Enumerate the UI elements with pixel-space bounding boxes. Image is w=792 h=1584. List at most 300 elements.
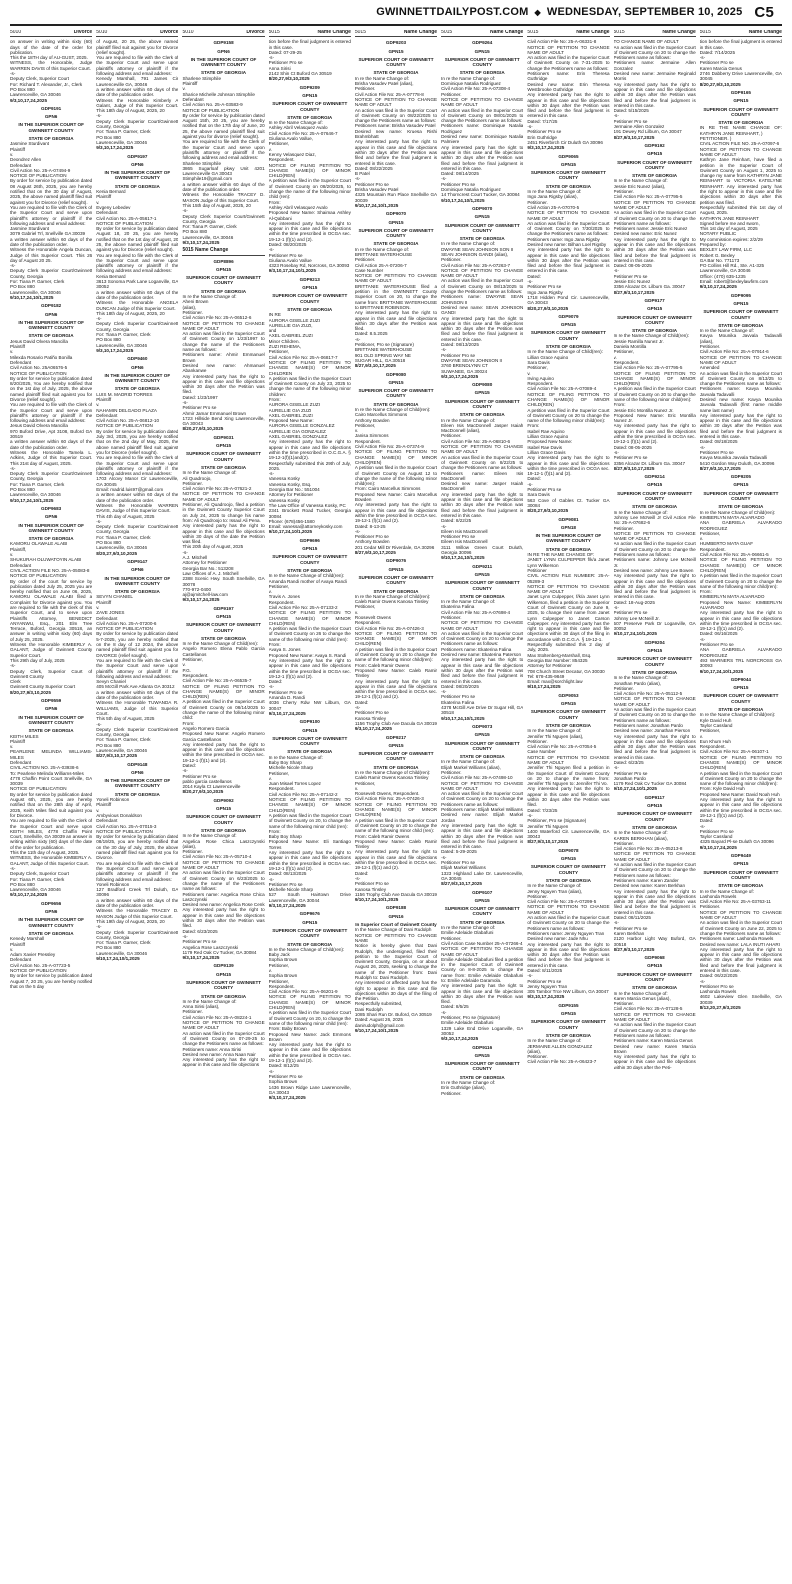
column-header <box>269 30 351 37</box>
notice-line: NOTICE OF PUBLICATION <box>96 220 153 226</box>
notice-line: An action was filed in the Superior Court of Gwinnett County on 20 to change the Petitioners name as follows: <box>613 1022 696 1038</box>
notice-line: NOTICE OF FILING PETITION TO CHANGE NAME(S) OF MINOR CHILD(REN) <box>182 683 265 700</box>
notice-line: Johnny Lee McNeill Jr. <box>613 615 660 621</box>
notice-line: In re the Name Change of Child(ren): <box>268 573 345 579</box>
notice-line: Proposed New Name: Caleb Ramir Tinsley <box>354 667 438 679</box>
notice-header-line: GPN15 <box>474 1052 490 1058</box>
notice-line: 970 Buford Drive, Apt 3108, Buford GA 30519 <box>10 428 93 440</box>
notice-header-line: GDP9031 <box>213 434 234 440</box>
notice-line: Tel: 678-435-9849 <box>527 673 565 679</box>
notice-line: Dated: 08/14/2025 <box>441 171 479 177</box>
notice-line: 3356 Alcazar Dr. Lilburn Ga. 30047 <box>613 284 686 290</box>
notice-line: Dated: 8/11/2025 <box>527 967 563 973</box>
notice-line: -s- <box>699 823 706 829</box>
notice-line: Civil Action File No: 25-A-06201-9 <box>268 989 338 995</box>
notice-line: Sharlene Stimphile <box>182 160 221 166</box>
notice-line: Proposed New Name: Eli Santiago Torres <box>268 839 351 850</box>
notice-line: Attorney for Petitioner <box>182 560 227 566</box>
notice-line: A petition was filed in the Superior Court of Gwinnett County on 26 to change the name of the following minor child (ren): <box>268 626 351 642</box>
column-header <box>355 30 437 37</box>
notice-header-line: SUPERIOR COURT OF GWINNETT COUNTY <box>530 330 606 341</box>
notice-line: ZUZI REHEMA, <box>268 344 302 350</box>
notice-header-line: GPN6 <box>131 769 144 775</box>
notice-line: A petition was filed in the Superior Court of Gwinnett County on 20 to change the name of the following minor child(ren): <box>699 770 782 787</box>
publication-dates: 9/10,17,24,10/1,2025 <box>613 786 657 792</box>
notice-line: Baby Boy Sharp <box>268 834 302 840</box>
notice-line: NOTICE OF FILING PETITION TO CHANGE NAME(S) OF MINOR CHILD(REN) <box>699 557 782 573</box>
notice-line: 2120 Harbor Light Way Buford, GA 30518 <box>613 936 696 947</box>
notice-line: Jermaine Allen Gonzalez <box>613 124 665 130</box>
column <box>441 30 523 1578</box>
notice-header-line: SUPERIOR COURT OF GWINNETT COUNTY <box>444 1061 520 1072</box>
notice-line: Civil Action File No: 25-A-07054-5 <box>527 744 597 750</box>
notice-line: Desired new name: Bilhan Loel Rigsby <box>527 241 607 247</box>
notice-line: Adam Xavier Pressley <box>10 952 56 958</box>
notice-line: Dated: 7/23/25 <box>527 807 558 813</box>
notice-line: Petitioners name: Jonathan Pardo <box>613 722 683 728</box>
notice-line: -s- <box>182 549 188 555</box>
notice-header-line: GDP9192 <box>644 142 665 148</box>
notice-line: Johnny Lee McNeill Jr Civil Action File No: 25-A-07682-6 <box>613 514 696 526</box>
notice-header-line: GDP9165 <box>730 89 751 95</box>
notice-line: Witness the Honorable Kimberly A Galant, Judge of this Superior Court. This 18th day of August, 2025, 20 <box>96 97 179 114</box>
notice-line: Proposed New Name: Avaya S. Randi <box>268 652 347 658</box>
notice-line: Petitioner Pro se <box>699 828 734 834</box>
notice-line: In re the Name Change of: <box>613 990 668 996</box>
notice-line: PO Box 880 <box>10 86 35 92</box>
notice-line: An action was filed in the Superior Court of Gwinnett County on 7-31-2025 to change the Petitioners name as follows: <box>527 55 610 71</box>
notice-line: 1156 Trophy Club Ave Dacula GA 30019 <box>354 891 437 897</box>
notice-header-line: GDP9081 <box>558 516 579 522</box>
column-code: 5015 <box>699 30 711 35</box>
notice-line: Defendant <box>96 818 118 824</box>
notice-header-line: GPN15 <box>388 48 404 54</box>
notice-line: -s- <box>268 684 275 690</box>
notice-line: From: Caleb Ramir Owens <box>354 662 410 668</box>
notice-line: In re the Name Change of Child(ren): <box>354 407 431 412</box>
notice-line: Petitioner. <box>182 849 203 855</box>
notice-line: Respondent. <box>527 381 554 387</box>
notice-line: Defendant <box>10 162 32 168</box>
notice-header-line: GPN15 <box>216 806 232 812</box>
notice-line: Isabel Rae Davis <box>527 444 563 450</box>
notice-line: Vanessa Kosky <box>268 476 300 482</box>
notice-line: Any interested party has the right to appear in this case and file objections within the time prescribed in OCGA sec. 19-12-1 (f)(1) and (2). <box>699 797 782 818</box>
notice-line: This 18th day of August, 2025, 20 <box>96 310 165 316</box>
notice-line: NAHAMIN DELGADO PLAZA <box>96 407 157 413</box>
notice-line: Ashley Abril Velasquez Avalo <box>268 125 328 131</box>
publication-dates: 9/10,17,24,2025 <box>527 684 561 690</box>
notice-line: Petitioner Pro se <box>613 610 648 616</box>
notice-line: In re the Name Change of: <box>441 241 496 247</box>
notice-line: 3356 Alcazar Dr. Lilburn Ga. 30047 <box>613 460 686 466</box>
notice-line: Petitioner Pro se <box>613 455 648 461</box>
notice-line: Witness the Honorable WARREN DAVIS, Judge of this Superior Court. <box>96 502 179 514</box>
column-title: Name Change <box>576 30 610 35</box>
legal-notice <box>441 564 523 721</box>
notice-line: Dated: <box>354 870 369 876</box>
notice-line: Petitioner. <box>527 738 548 744</box>
notice-line: -s- <box>10 865 16 871</box>
notice-line: 405 McGill Park Ave Atlanta GA 30312 <box>96 684 175 690</box>
notice-header-line: GDP9117 <box>644 794 665 800</box>
notice-line: You are required to file with the Clerk of the Superior Court and serve upon plaintiffs attorney or plaintiff if the following address and email address: <box>96 55 179 77</box>
publication-dates: 9/3,10,17,24,2025 <box>182 239 220 245</box>
notice-header-line: STATE OF GEORGIA <box>114 386 160 392</box>
notice-header-line: GPN15 <box>560 701 576 707</box>
notice-line: Lawrenceville, GA 30046 <box>96 545 148 551</box>
notice-line: AURELLIE GIA GONZALEZ <box>268 428 326 434</box>
notice-line: Any interested party has the right to appear in this case and file objections within 30 days after the Petition was filed. <box>182 373 265 395</box>
notice-line: Jessie Eric Nunez <box>613 279 651 285</box>
notice-line: KATHRYN JANE REINHART <box>699 215 759 221</box>
column-code: 5015 <box>527 30 539 35</box>
publication-dates: 9/10,17,24,10/1,2025 <box>441 197 485 203</box>
notice-header-line: STATE OF GEORGIA <box>373 401 419 407</box>
notice-line: Any interested party has the right to appear in this case and file objections within 30 days after the Petition was filed and before the final judgment is entered in this case. <box>441 144 524 171</box>
notice-line: By order for service by publication dated August 6th, 2025, you are hereby notified that on the 28th day of April, 2025, Keith Miles filed suit against you for Divorce. <box>10 791 93 818</box>
notice-line: Petitioner Pro se <box>527 129 562 135</box>
notice-header-line: GPN15 <box>474 214 490 220</box>
notice-line: You are required to file with the Clerk of the Superior Court and serve upon plaintiffs attorney or plaintiff if the following address and email address: <box>96 455 179 477</box>
notice-line: Proposed New Name: <box>527 439 573 445</box>
notice-line: Erin Guthridge <box>527 134 557 140</box>
notice-line: NOTICE OF PETITION TO CHANGE NAME OF ADULT <box>441 946 524 957</box>
column <box>269 30 351 1578</box>
notice-line: NOTICE OF PUBLICATION <box>182 107 240 113</box>
notice-line: In re the Name Change of: <box>441 417 496 423</box>
notice-line: Petitioner Pro se <box>354 181 389 187</box>
notice-header-line: GDP9076 <box>385 558 407 564</box>
notice-line: In re the Name Change of Child(ren): <box>182 641 259 647</box>
notice-header-line: GDP9080 <box>385 371 407 377</box>
notice-header-line: SUPERIOR COURT OF GWINNETT COUNTY <box>272 101 348 112</box>
notice-line: -s- <box>182 768 188 774</box>
notice-line: Desired new name: Jonathan Pierson <box>613 728 691 734</box>
notice-header-line: GPN15 <box>733 98 749 104</box>
notice-line: Notice is hereby given that Dani Rudolph, the undersigned, filed their petition to the Superior Court of Gwinnett County, Georgia, on or about August 26, 2025, seeking to change the name of the Petitioner from: Dani Rudolph to: Dani Rudolph. <box>354 943 438 980</box>
notice-header-line: GPN6 <box>44 514 58 520</box>
notice-line: Plaintiff <box>96 802 112 808</box>
notice-header-line: STATE OF GEORGIA <box>114 791 160 797</box>
notice-line: Civil Action File No: 25-A-08224-1 <box>182 1014 252 1020</box>
notice-line: Petitioners name: Ahmir Emmanuel Brown <box>182 352 265 363</box>
notice-line: Brisha Vasudev Patel <box>354 187 399 193</box>
notice-line: SUWANEE, GA 30024 <box>441 368 488 374</box>
notice-line: Civil Action No. 25-A-03583-9 <box>182 102 243 108</box>
notice-header-line: GPN6 <box>217 48 230 54</box>
site-name[interactable]: GWINNETTDAILYPOST.COM <box>376 6 529 18</box>
notice-line: on answer in writing within sixty (60) days of the date of the order for publication. <box>10 39 93 55</box>
notice-line: Taylor Cassland <box>699 722 733 728</box>
column <box>527 30 609 1578</box>
notice-line: Lawrenceville, GA 30046 <box>96 139 148 145</box>
notice-line: Civil Action File No: 25-A-07778-8 <box>354 91 424 97</box>
notice-line: danirudolph@gmail.com <box>354 1022 405 1028</box>
notice-line: Petitioner, Pro se (Signature) <box>354 342 414 348</box>
notice-line: Petitioner. <box>441 614 462 620</box>
notice-line: v. <box>354 428 359 434</box>
publication-dates: 8/13,20,27,9/3,2025 <box>699 1005 741 1011</box>
notice-header-line: GDP9116 <box>472 1044 493 1050</box>
notice-header-line: GDP9080 <box>472 382 493 388</box>
notice-header-line: STATE OF GEORGIA <box>28 930 74 936</box>
notice-line: Deputy Clerk Superior Court/Gwinnett County, Georgia <box>96 726 179 738</box>
notice-line: IN RE THE NAME CHANGE OF: <box>527 552 595 558</box>
notice-line: From: <box>699 589 712 595</box>
notice-line: BRITTANIE WATERHOUSE <box>354 347 413 353</box>
notice-line: Eun Khum Huh <box>699 738 731 744</box>
notice-line: Witness the Honorable TRACEY D. MASON Judge of this Superior Court. <box>182 192 265 203</box>
notice-line: Dated: 08-05-2025 <box>613 263 652 269</box>
column-header <box>527 30 609 37</box>
notice-line: Anthony Bowden <box>354 539 390 545</box>
notice-line: PO Box 880 <box>96 337 121 343</box>
notice-line: In re the Name Change of: <box>268 754 323 760</box>
notice-header-line: STATE OF GEORGIA <box>545 877 591 883</box>
notice-line: NOTICE OF PETITION TO CHANGE NAME OF ADULT <box>613 696 696 707</box>
notice-line: v. <box>10 552 14 558</box>
notice-header-line: GPN15 <box>560 322 576 328</box>
notice-header-line: GPN15 <box>647 306 663 312</box>
column-code: 5015 <box>441 30 453 35</box>
notice-line: Petitioner Pro se <box>354 881 389 887</box>
notice-line: -s- <box>699 978 706 984</box>
notice-line: v. <box>96 402 100 408</box>
notice-line: NOTICE OF PETITION TO CHANGE NAME OF ADULT <box>527 583 610 595</box>
notice-header-line: GPN15 <box>302 546 318 552</box>
notice-header-line: SUPERIOR COURT OF GWINNETT COUNTY <box>617 656 693 667</box>
notice-line: Any interested party has the right to appear in this case and file objections within 30 days after the Peti- <box>613 1054 696 1070</box>
notice-line: Dated: 5-29-2025 <box>441 849 477 855</box>
publication-dates: 9/10,17,24,10/1,2025 <box>441 715 485 721</box>
notice-line: Angelo Romero Elena Pablo Garcia Castellanos <box>182 646 265 657</box>
notice-line: Civil Action File No: 25-A-07128-5 <box>613 1006 683 1012</box>
notice-line: A petition was filed in the Superior Court of Gwinnett County on July 23, 2025 to change the name of the following minor children: <box>268 375 351 397</box>
notice-line: By order of the court for service by publication dated July 25, 2025 you are hereby notified that on June 06, 2025, KAMORU OLAWALE ALABI filed a Complaint for Divorce against you. You are required to file with the clerk of this Superior Court, and to serve upon Plaintiffs Attorney, BENEDICT ANYANWU, Esq., 201 Elm Tree Terrace, Buford, Georgia 30518, an answer in writing within sixty (60) days of July 25, 2025. <box>10 578 93 642</box>
notice-line: Michelle Nicole Sharp <box>268 765 314 771</box>
notice-header-line: GDP9078 <box>558 847 579 853</box>
notice-line: Civil Action No. 25A06576-5 <box>10 365 68 371</box>
notice-line: -s- <box>354 705 361 711</box>
notice-line: Aheni Brown <box>182 299 209 305</box>
column-title: Divorce <box>246 30 265 35</box>
legal-notice <box>441 724 523 887</box>
notice-header-line: GPN15 <box>474 390 490 396</box>
notice-line: Anthony Bowden <box>354 417 390 423</box>
legal-notice <box>614 143 696 295</box>
notice-line: The Law Office of Vanessa Kosky, PC <box>268 502 346 508</box>
notice-header-line: STATE OF GEORGIA <box>632 504 678 510</box>
notice-line: NOTICE OF PETITION TO CHANGE NAME OF ADULT <box>441 444 524 455</box>
notice-line: By order for service by publication dated 8/20/2025, You are hereby notified that on the 1st day of July, 2025, the above named plaintiff filed suit against you for Divorce (relief sought). <box>10 375 93 402</box>
notice-line: 507 Preserve Park Dr Loganville, GA 30052 <box>613 620 696 632</box>
notice-line: Dated: 08/18/2025 <box>699 439 738 445</box>
notice-header-line: STATE OF GEORGIA <box>545 1032 591 1038</box>
notice-line: Civil Action File No: 25-A-06512-6 <box>182 315 252 321</box>
publication-dates: 9/10,17,24,10/1,2025 <box>354 897 399 903</box>
notice-line: Civil Action File No: 25-A-07263-7 <box>441 262 511 268</box>
notice-line: Desired new name: Elijah Markel Jordan <box>441 812 524 823</box>
notice-line: PO Box 880 <box>10 284 35 290</box>
notice-line: Respondent. <box>268 983 295 989</box>
publication-dates: 9/3,10,17,24,2025 <box>699 844 737 850</box>
notice-line: -s- <box>527 973 533 979</box>
classified-columns <box>10 30 782 1578</box>
column-title: Name Change <box>403 30 438 35</box>
notice-line: Petitioner Pro se <box>354 534 389 540</box>
notice-line: Desired new name: Anna Naan Nair <box>182 1051 256 1057</box>
legal-notice <box>441 206 523 379</box>
notice-header-line: GDP9092 <box>213 797 234 803</box>
notice-line: DWAYNE SEAN JOHNSON II <box>441 357 503 363</box>
notice-header-line: GPN15 <box>647 648 663 654</box>
notice-line: Respectfully submitted this 29th of July, 2025. <box>268 460 351 471</box>
notice-header-line: SUPERIOR COURT OF GWINNETT COUNTY <box>186 451 262 462</box>
notice-line: Dominique Natalia Rodriguez <box>441 187 501 193</box>
notice-line: Petitioner. <box>441 770 462 775</box>
notice-line: Petitioner. <box>354 257 376 263</box>
notice-line: Petitioners name: Anna Sirisi <box>182 1046 242 1052</box>
notice-line: Civil Action File No: 25-A-07795-5 <box>613 365 683 371</box>
notice-line: Dated: <box>527 273 541 279</box>
notice-header-line: GPN15 <box>474 48 490 54</box>
notice-line: Emilie Adelaide Olabafuni <box>441 930 494 936</box>
notice-line: Dani Rudolph <box>354 1006 383 1012</box>
notice-line: Proposed New Name: Caleb Ramir Tinsley <box>354 838 438 850</box>
notice-header-line: GDP9079 <box>558 313 579 319</box>
notice-line: v. <box>268 589 272 595</box>
publication-dates: 9/3,10,17,24,2025 <box>268 1095 306 1101</box>
notice-line: Dated: 7/14/2025 <box>699 49 735 55</box>
notice-line: Lawrenceville, GA 30046 <box>96 342 148 348</box>
notice-line: 127 Bradford Creek Trl Duluth, GA 30096 <box>96 887 179 898</box>
notice-line: Lillian Grace Aquino <box>527 354 569 360</box>
legal-notice <box>10 39 92 103</box>
publication-dates: 8/27,9/3,10,17,2025 <box>354 550 396 556</box>
notice-line: Petitioner, <box>182 657 203 663</box>
notice-line: Petitioner. <box>699 344 721 350</box>
notice-line: In re the Name Change of: <box>527 189 582 195</box>
notice-header-line: SUPERIOR COURT OF GWINNETT COUNTY <box>272 927 348 939</box>
notice-line: Email: robert@bexleylawfirm.com <box>699 279 769 285</box>
notice-line: Jennifer Thi Nguyen (alias), <box>527 733 584 739</box>
notice-line: Petitioner Pro se <box>699 449 734 455</box>
notice-header-line: GPN15 <box>733 482 749 488</box>
notice-line: An action was filed in the Superior Court of Gwinnett County on 20 to change the Petitioners name as follows: <box>613 541 696 558</box>
publication-dates: 8/27,9/3,10,17,2025 <box>527 839 569 845</box>
notice-line: -s- <box>354 336 361 342</box>
notice-line: Any interested party has the right to appear in this case and file objections within 30 days after the Petition was filed and before the final judgment is entered in this case. <box>613 81 696 108</box>
notice-line: 3613 Sonoma Park Lane Loganville, GA 30052 <box>96 279 179 290</box>
notice-header-line: SUPERIOR COURT OF GWINNETT COUNTY <box>186 275 262 286</box>
notice-line: Petitioner Pro se <box>527 284 562 290</box>
masthead-rule <box>10 24 782 26</box>
legal-notice <box>441 382 523 561</box>
publication-dates: 9/3,10,17,24,2025 <box>527 994 565 1000</box>
notice-line: NOTICE OF PETITION TO CHANGE NAME OF ADULT <box>613 851 696 862</box>
column-title: Name Change <box>748 30 782 35</box>
notice-line: By order for service by publication dated August 18, 20 25, you are hereby notified that on the 1st day of August, 20 25, the above named plaintiff filed suit against you for Divorce (relief sought). <box>96 226 179 253</box>
notice-line: Georgia Bar No.: 551004 <box>268 487 320 493</box>
notice-header-line: STATE OF GEORGIA <box>287 114 333 120</box>
notice-line: Kenia Bernard <box>96 189 126 195</box>
notice-line: 2451 Riverbirch Cir Duluth GA 30096 <box>527 139 603 145</box>
notice-line: Plaintiff <box>182 81 198 87</box>
notice-header-line: GDP9213 <box>299 276 320 282</box>
notice-line: Petitioners name: Lashonda Rowels <box>699 936 774 942</box>
notice-line: Respondent. <box>613 359 640 365</box>
notice-line: CIVIL ACTION FILE NUMBER: 25-A-05289-3 <box>527 573 610 584</box>
notice-line: An action was filed in the Superior Court of Gwinnett County on 8/13/25 to change the Petitioners name as follows: <box>699 370 782 387</box>
notice-line: An action was filed in the Superior Court of Gwinnett County on June 22, 2025 to change the Petitioners name as follows: <box>699 920 782 936</box>
notice-line: NOTICE OF PUBLICATION <box>10 173 67 179</box>
notice-line: Deondrez Allen <box>10 157 42 163</box>
notice-line: 3760 BRENDLYNN CT <box>441 363 488 369</box>
notice-line: Karen Berkhan <box>613 930 645 936</box>
publication-dates: 8/27,9/3,10,17,2025 <box>96 753 138 759</box>
notice-line: Petitioners name: Eileen Isis MacDonnell <box>441 470 524 481</box>
notice-line: Petitioner Pro se <box>268 252 303 258</box>
notice-line: Eileen Isis MacDonnell <box>441 539 488 545</box>
legal-notice <box>182 248 264 432</box>
notice-line: PO Box 880 <box>96 134 121 140</box>
notice-line: Petitioner, <box>268 770 290 776</box>
notice-line: For: Richard T. Alexander, Jr., Clerk <box>10 81 83 87</box>
notice-line: Kanosa Tinsley <box>354 886 387 892</box>
column-title: Divorce <box>160 30 179 35</box>
notice-line: Petitioner. <box>613 525 634 531</box>
notice-line: Georgia Bar Number: 854325 <box>527 657 588 663</box>
page-number: C5 <box>754 3 774 21</box>
notice-line: In re the Name Change of: <box>527 728 582 734</box>
column-code: 5015 <box>268 30 280 35</box>
notice-line: In re the Name Change of: <box>182 470 237 476</box>
notice-header-line: GPN15 <box>216 443 232 449</box>
notice-line: Dated: 08/13/2025 <box>441 342 479 348</box>
notice-line: In re the Name Change of: <box>527 883 582 889</box>
notice-line: -s- <box>268 247 275 253</box>
column <box>96 30 178 1578</box>
notice-header-line: GPN16 <box>388 913 404 919</box>
notice-line: An action was filed in the Superior Court of Gwinnett County on 08/22/2025 to change the Petitioners name as follows: <box>354 107 438 124</box>
notice-line: BEXLEY LAW FIRM, LLC <box>699 247 753 253</box>
notice-header-line: GPN15 <box>474 897 490 903</box>
notice-line: 14 Thorncrest Court Tucker, GA 30084 <box>441 192 520 198</box>
notice-line: a written answer within 60 days of the date of the publication order. <box>10 439 93 450</box>
notice-header-line: STATE OF GEORGIA <box>718 120 764 126</box>
notice-line: a written answer within 60 days of the date of the publication order. <box>182 181 265 193</box>
notice-line: Petitioners name: Elijah Markel Williams <box>441 807 523 813</box>
publication-dates: 9/3,10,17,24,2025 <box>182 955 220 961</box>
notice-line: -s- <box>96 518 102 524</box>
notice-line: Petitioner Pro se <box>268 689 303 695</box>
notice-header-line: GDP9100 <box>299 719 320 725</box>
notice-line: Petitioners name: Erin Theresa Guthridge <box>527 71 610 82</box>
notice-line: Dated: 8.5.2025 <box>354 331 388 337</box>
notice-line: NOTICE OF PETITION TO CHANGE NAME OF ADULT <box>699 909 782 921</box>
notice-line: Janisa Simmons <box>354 433 389 439</box>
notice-line: v. <box>96 604 100 610</box>
notice-line: NOTICE OF PUBLICATION <box>96 828 153 834</box>
notice-line: Dated: 08-05-2025 <box>613 444 652 450</box>
notice-line: Irving Aquino <box>527 375 554 381</box>
notice-line: IN RE <box>268 312 281 318</box>
notice-line: Stimphile19@gmail.com <box>182 176 233 182</box>
notice-header-line: STATE OF GEORGIA <box>287 941 333 947</box>
notice-line: Any interested party has the right to appear in this case and file objections within the time prescribed in OCGA sec. 19-12-1 (f)(1) and (2). <box>268 850 351 871</box>
notice-line: aj@ajmitchell-law.com <box>182 592 228 598</box>
